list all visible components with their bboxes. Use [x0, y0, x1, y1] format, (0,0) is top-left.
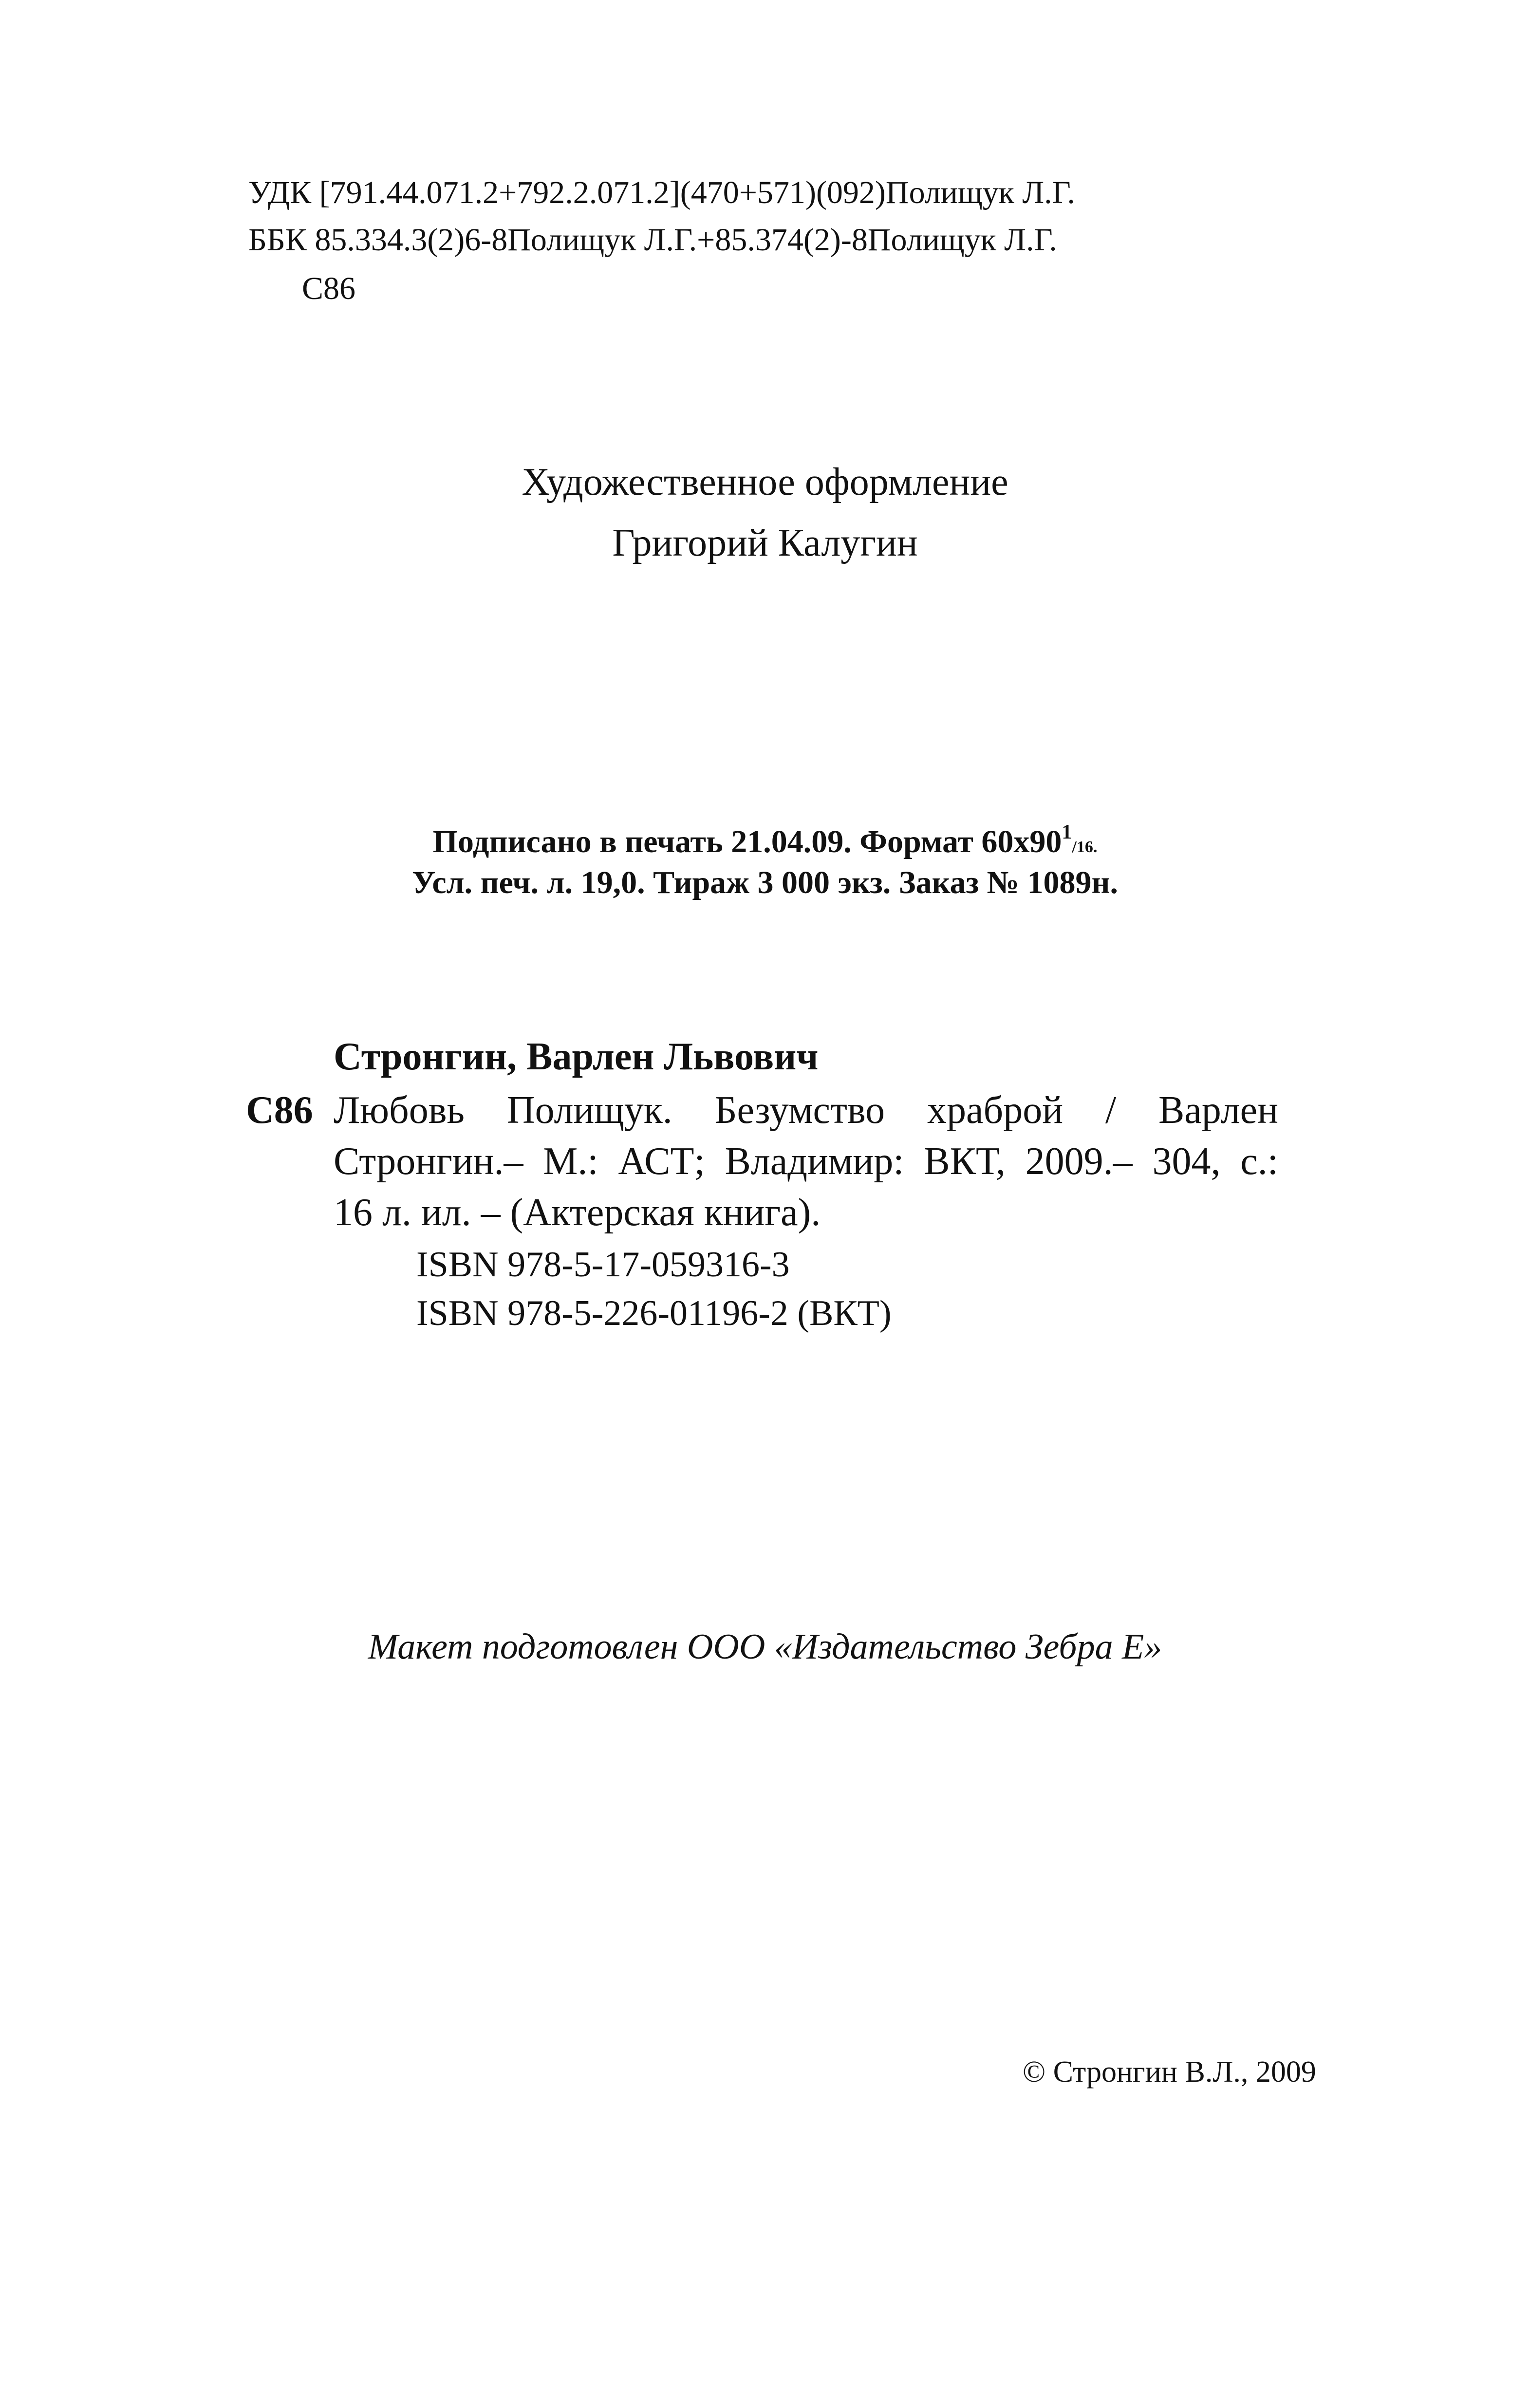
- imprint-line-1-text: Подписано в печать 21.04.09. Формат 60x90: [432, 824, 1062, 859]
- layout-note: Макет подготовлен ООО «Издательство Зебра Е»: [368, 1627, 1162, 1667]
- format-fraction-denominator: /16.: [1072, 838, 1098, 856]
- card-cutter-number: С86: [246, 1089, 313, 1132]
- udk-code: УДК [791.44.071.2+792.2.071.2](470+571)(092)Полищук Л.Г.: [248, 175, 1075, 210]
- imprint-line-1: [0, 821, 1530, 860]
- card-description-line-3: 16 л. ил. – (Актерская книга).: [334, 1191, 821, 1234]
- isbn-primary: ISBN 978-5-17-059316-3: [416, 1245, 790, 1285]
- card-author: Стронгин, Варлен Львович: [334, 1035, 819, 1078]
- card-description-line-2: Стронгин.– М.: АСТ; Владимир: ВКТ, 2009.– 304, с.:: [334, 1140, 1278, 1183]
- isbn-secondary: ISBN 978-5-226-01196-2 (ВКТ): [416, 1293, 892, 1333]
- format-fraction-numerator: 1: [1062, 821, 1072, 843]
- imprint-line-2: Усл. печ. л. 19,0. Тираж 3 000 экз. Заказ № 1089н.: [412, 865, 1118, 900]
- card-description-line-1: Любовь Полищук. Безумство храброй / Варлен: [334, 1089, 1278, 1132]
- design-credit-label: Художественное оформление: [522, 461, 1008, 504]
- design-credit-name: Григорий Калугин: [612, 522, 918, 564]
- copyright-notice: © Стронгин В.Л., 2009: [1023, 2055, 1316, 2089]
- bbk-code: ББК 85.334.3(2)6-8Полищук Л.Г.+85.374(2)-8Полищук Л.Г.: [248, 222, 1057, 258]
- cutter-number: С86: [302, 271, 356, 306]
